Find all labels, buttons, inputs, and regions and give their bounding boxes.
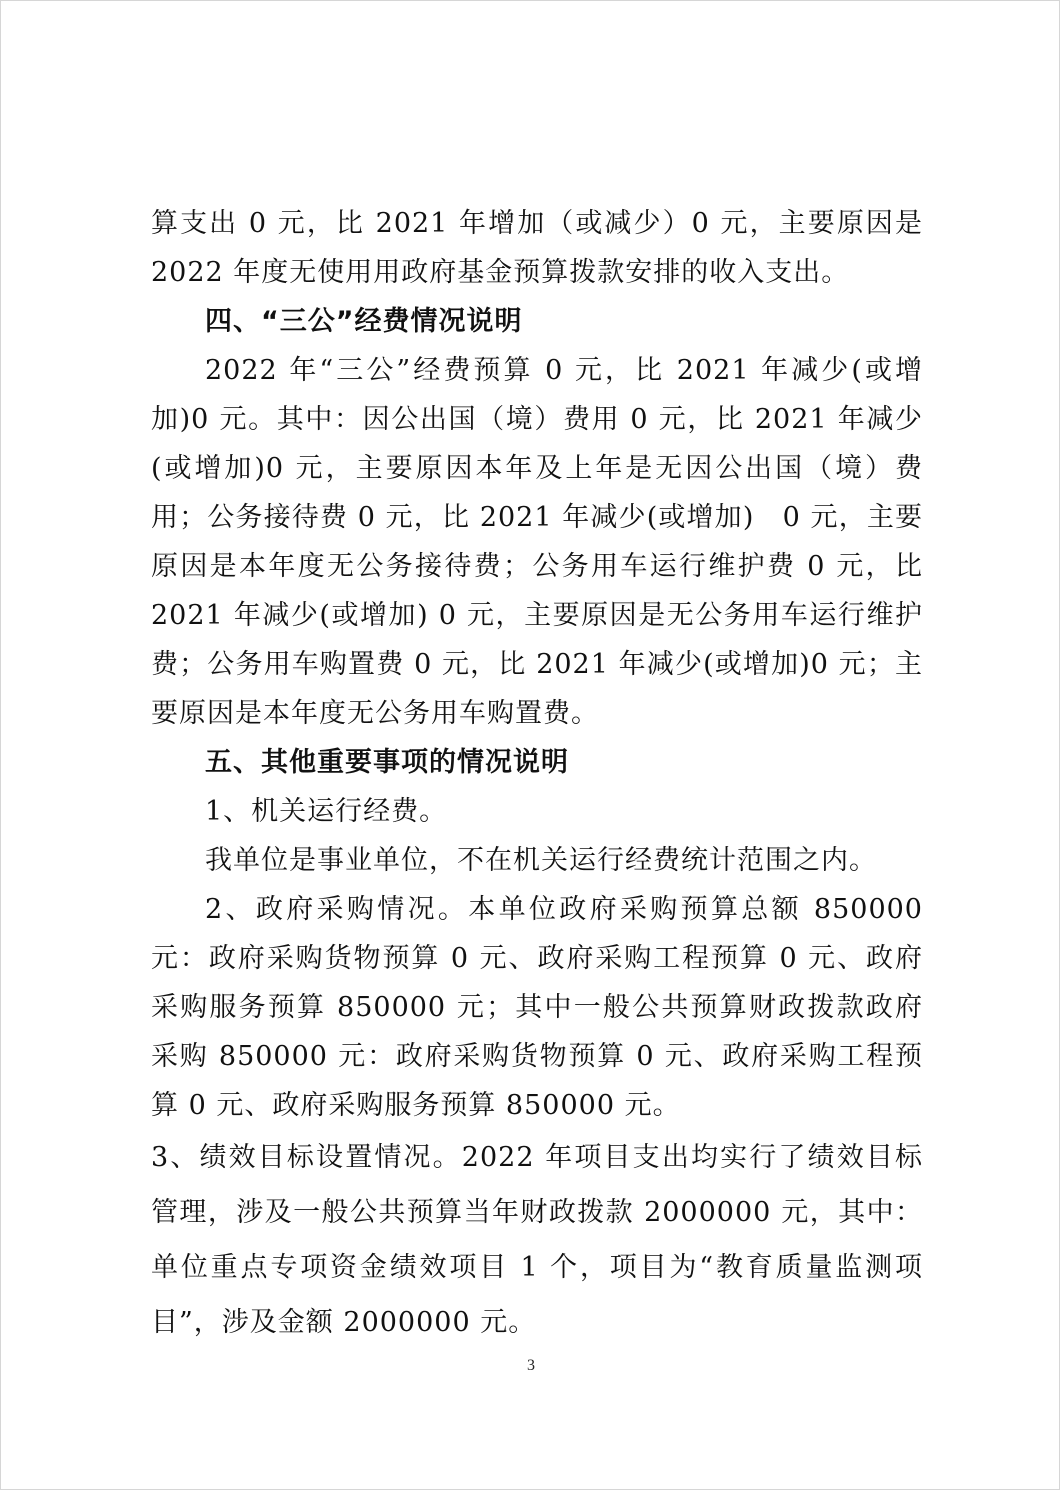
document-body [151, 199, 923, 1350]
paragraph-institution-note: 我单位是事业单位，不在机关运行经费统计范围之内。 [205, 845, 877, 876]
page-number: 3 [527, 1357, 535, 1374]
paragraph-budget-continuation: 算支出 0 元，比 2021 年增加（或减少）0 元，主要原因是 2022 年度无使用用政府基金预算拨款安排的收入支出。 [151, 208, 923, 288]
paragraph-performance-targets: 3、绩效目标设置情况。2022 年项目支出均实行了绩效目标管理，涉及一般公共预算当年财政拨款 2000000 元，其中：单位重点专项资金绩效项目 1 个，项目为“教育质量监测项目”，涉及金额 2000000 元。 [151, 1142, 923, 1338]
section-heading-three-public: 四、“三公”经费情况说明 [205, 306, 523, 337]
paragraph-agency-operating-expenses: 1、机关运行经费。 [205, 796, 448, 827]
paragraph-three-public-expenses: 2022 年“三公”经费预算 0 元，比 2021 年减少(或增加)0 元。其中：因公出国（境）费用 0 元，比 2021 年减少(或增加)0 元，主要原因本年及上年是无因公出国（境）费用；公务接待费 0 元，比 2021 年减少(或增加) 0 元，主要原因是本年度无公务接待费；公务用车运行维护费 0 元，比 2021 年减少(或增加) 0 元，主要原因是无公务用车运行维护费；公务用车购置费 0 元，比 2021 年减少(或增加)0 元；主要原因是本年度无公务用车购置费。 [151, 355, 923, 729]
paragraph-government-procurement: 2、政府采购情况。本单位政府采购预算总额 850000 元：政府采购货物预算 0 元、政府采购工程预算 0 元、政府采购服务预算 850000 元；其中一般公共预算财政拨款政府采购 850000 元：政府采购货物预算 0 元、政府采购工程预算 0 元、政府采购服务预算 850000 元。 [151, 894, 923, 1121]
section-heading-other-matters: 五、其他重要事项的情况说明 [205, 747, 569, 778]
